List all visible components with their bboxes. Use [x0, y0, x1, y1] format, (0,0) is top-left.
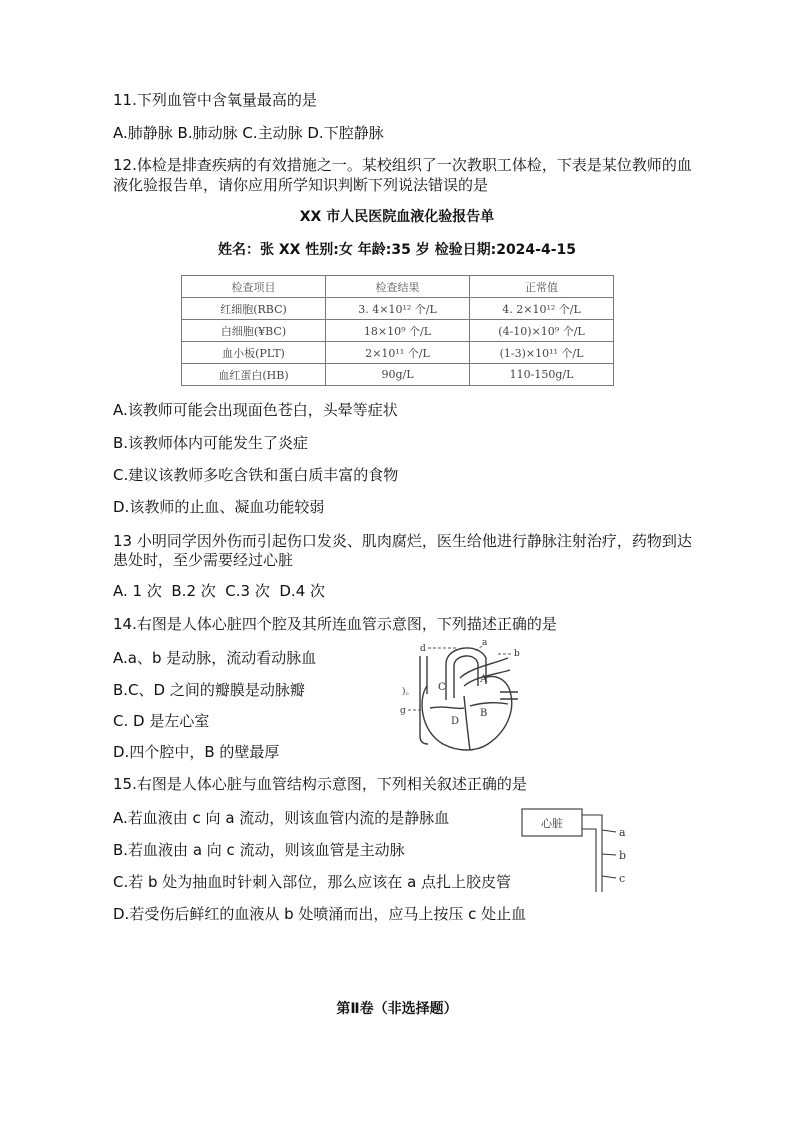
vessel-outer-wall	[582, 815, 602, 892]
left-av-valve	[470, 703, 508, 706]
table-cell: 2×10¹¹ 个/L	[326, 342, 470, 364]
heart-label-chamber-c: C	[438, 682, 446, 693]
heart-label-chamber-b: B	[480, 708, 488, 719]
table-cell: 白细胞(¥BC)	[182, 320, 326, 342]
table-header-row	[182, 276, 614, 298]
q15-stem: 15.右图是人体心脏与血管结构示意图，下列相关叙述正确的是	[113, 775, 527, 793]
report-title: XX 市人民医院血液化验报告单	[299, 209, 495, 225]
table-header-cell: 检查结果	[326, 276, 470, 298]
table-cell: 4. 2×10¹² 个/L	[470, 298, 614, 320]
q15-option-d: D.若受伤后鲜红的血液从 b 处喷涌而出，应马上按压 c 处止血	[113, 905, 527, 923]
report-patient-info: 姓名：张 XX 性别:女 年龄:35 岁 检验日期:2024-4-15	[217, 242, 577, 258]
q14-option-d: D.四个腔中，B 的壁最厚	[113, 743, 280, 761]
q12-option-a: A.该教师可能会出现面色苍白，头晕等症状	[113, 401, 398, 419]
table-cell: (4-10)×10⁹ 个/L	[470, 320, 614, 342]
right-av-valve	[430, 707, 464, 708]
heart-diagram	[398, 636, 524, 754]
q15-option-c: C.若 b 处为抽血时针刺入部位，那么应该在 a 点扎上胶皮管	[113, 873, 512, 891]
q12-stem-line-2: 液化验报告单，请你应用所学知识判断下列说法错误的是	[113, 176, 489, 194]
q14-option-c: C. D 是左心室	[113, 712, 210, 730]
heart-box-label: 心脏	[541, 817, 563, 830]
q12-option-b: B.该教师体内可能发生了炎症	[113, 434, 309, 452]
q15-option-a: A.若血液由 c 向 a 流动，则该血管内流的是静脉血	[113, 809, 450, 827]
table-cell: 3. 4×10¹² 个/L	[326, 298, 470, 320]
table-row	[182, 320, 614, 342]
table-header-cell: 检查项目	[182, 276, 326, 298]
septum	[464, 696, 470, 750]
table-row	[182, 364, 614, 386]
vessel-label-a: a	[619, 826, 626, 839]
heart-vessel-diagram	[518, 800, 634, 896]
section-title: 第Ⅱ卷（非选择题）	[336, 1001, 458, 1017]
table-row	[182, 342, 614, 364]
table-header-cell: 正常值	[470, 276, 614, 298]
table-cell: 90g/L	[326, 364, 470, 386]
q11-options: A.肺静脉 B.肺动脉 C.主动脉 D.下腔静脉	[113, 124, 384, 142]
vessel-inner-wall	[582, 829, 596, 892]
label-leader-b	[602, 854, 616, 855]
heart-label-chamber-d: D	[451, 716, 460, 727]
q14-stem: 14.右图是人体心脏四个腔及其所连血管示意图，下列描述正确的是	[113, 615, 557, 633]
aorta-inner	[454, 656, 478, 698]
heart-label-g: g	[400, 706, 406, 716]
blood-test-table	[181, 275, 614, 386]
table-cell: (1-3)×10¹¹ 个/L	[470, 342, 614, 364]
q14-option-a: A.a、b 是动脉，流动看动脉血	[113, 649, 317, 667]
vessel-label-c: c	[619, 872, 626, 885]
heart-label-left-mark: )。	[402, 687, 415, 697]
heart-label-d: d	[420, 644, 426, 654]
table-cell: 血小板(PLT)	[182, 342, 326, 364]
heart-label-b: b	[514, 649, 520, 659]
vessel-label-b: b	[619, 849, 627, 862]
label-leader-c	[602, 876, 616, 878]
table-cell: 110-150g/L	[470, 364, 614, 386]
q15-option-b: B.若血液由 a 向 c 流动，则该血管是主动脉	[113, 841, 405, 859]
q13-options: A. 1 次 B.2 次 C.3 次 D.4 次	[113, 582, 326, 600]
table-cell: 18×10⁹ 个/L	[326, 320, 470, 342]
heart-label-a: a	[482, 638, 488, 648]
q14-option-b: B.C、D 之间的瓣膜是动脉瓣	[113, 681, 305, 699]
label-leader-a	[602, 830, 616, 832]
table-row	[182, 298, 614, 320]
q13-stem-line-1: 13 小明同学因外伤而引起伤口发炎、肌肉腐烂，医生给他进行静脉注射治疗，药物到达	[113, 532, 692, 550]
table-cell: 血红蛋白(HB)	[182, 364, 326, 386]
q11-stem: 11.下列血管中含氧量最高的是	[113, 91, 317, 109]
q12-option-c: C.建议该教师多吃含铁和蛋白质丰富的食物	[113, 466, 399, 484]
heart-outline	[422, 677, 512, 750]
q12-option-d: D.该教师的止血、凝血功能较弱	[113, 498, 325, 516]
heart-label-chamber-a: A	[480, 674, 488, 685]
q13-stem-line-2: 患处时，至少需要经过心脏	[113, 551, 294, 569]
table-cell: 红细胞(RBC)	[182, 298, 326, 320]
q12-stem-line-1: 12.体检是排查疾病的有效措施之一。某校组织了一次教职工体检，下表是某位教师的血	[113, 156, 692, 174]
